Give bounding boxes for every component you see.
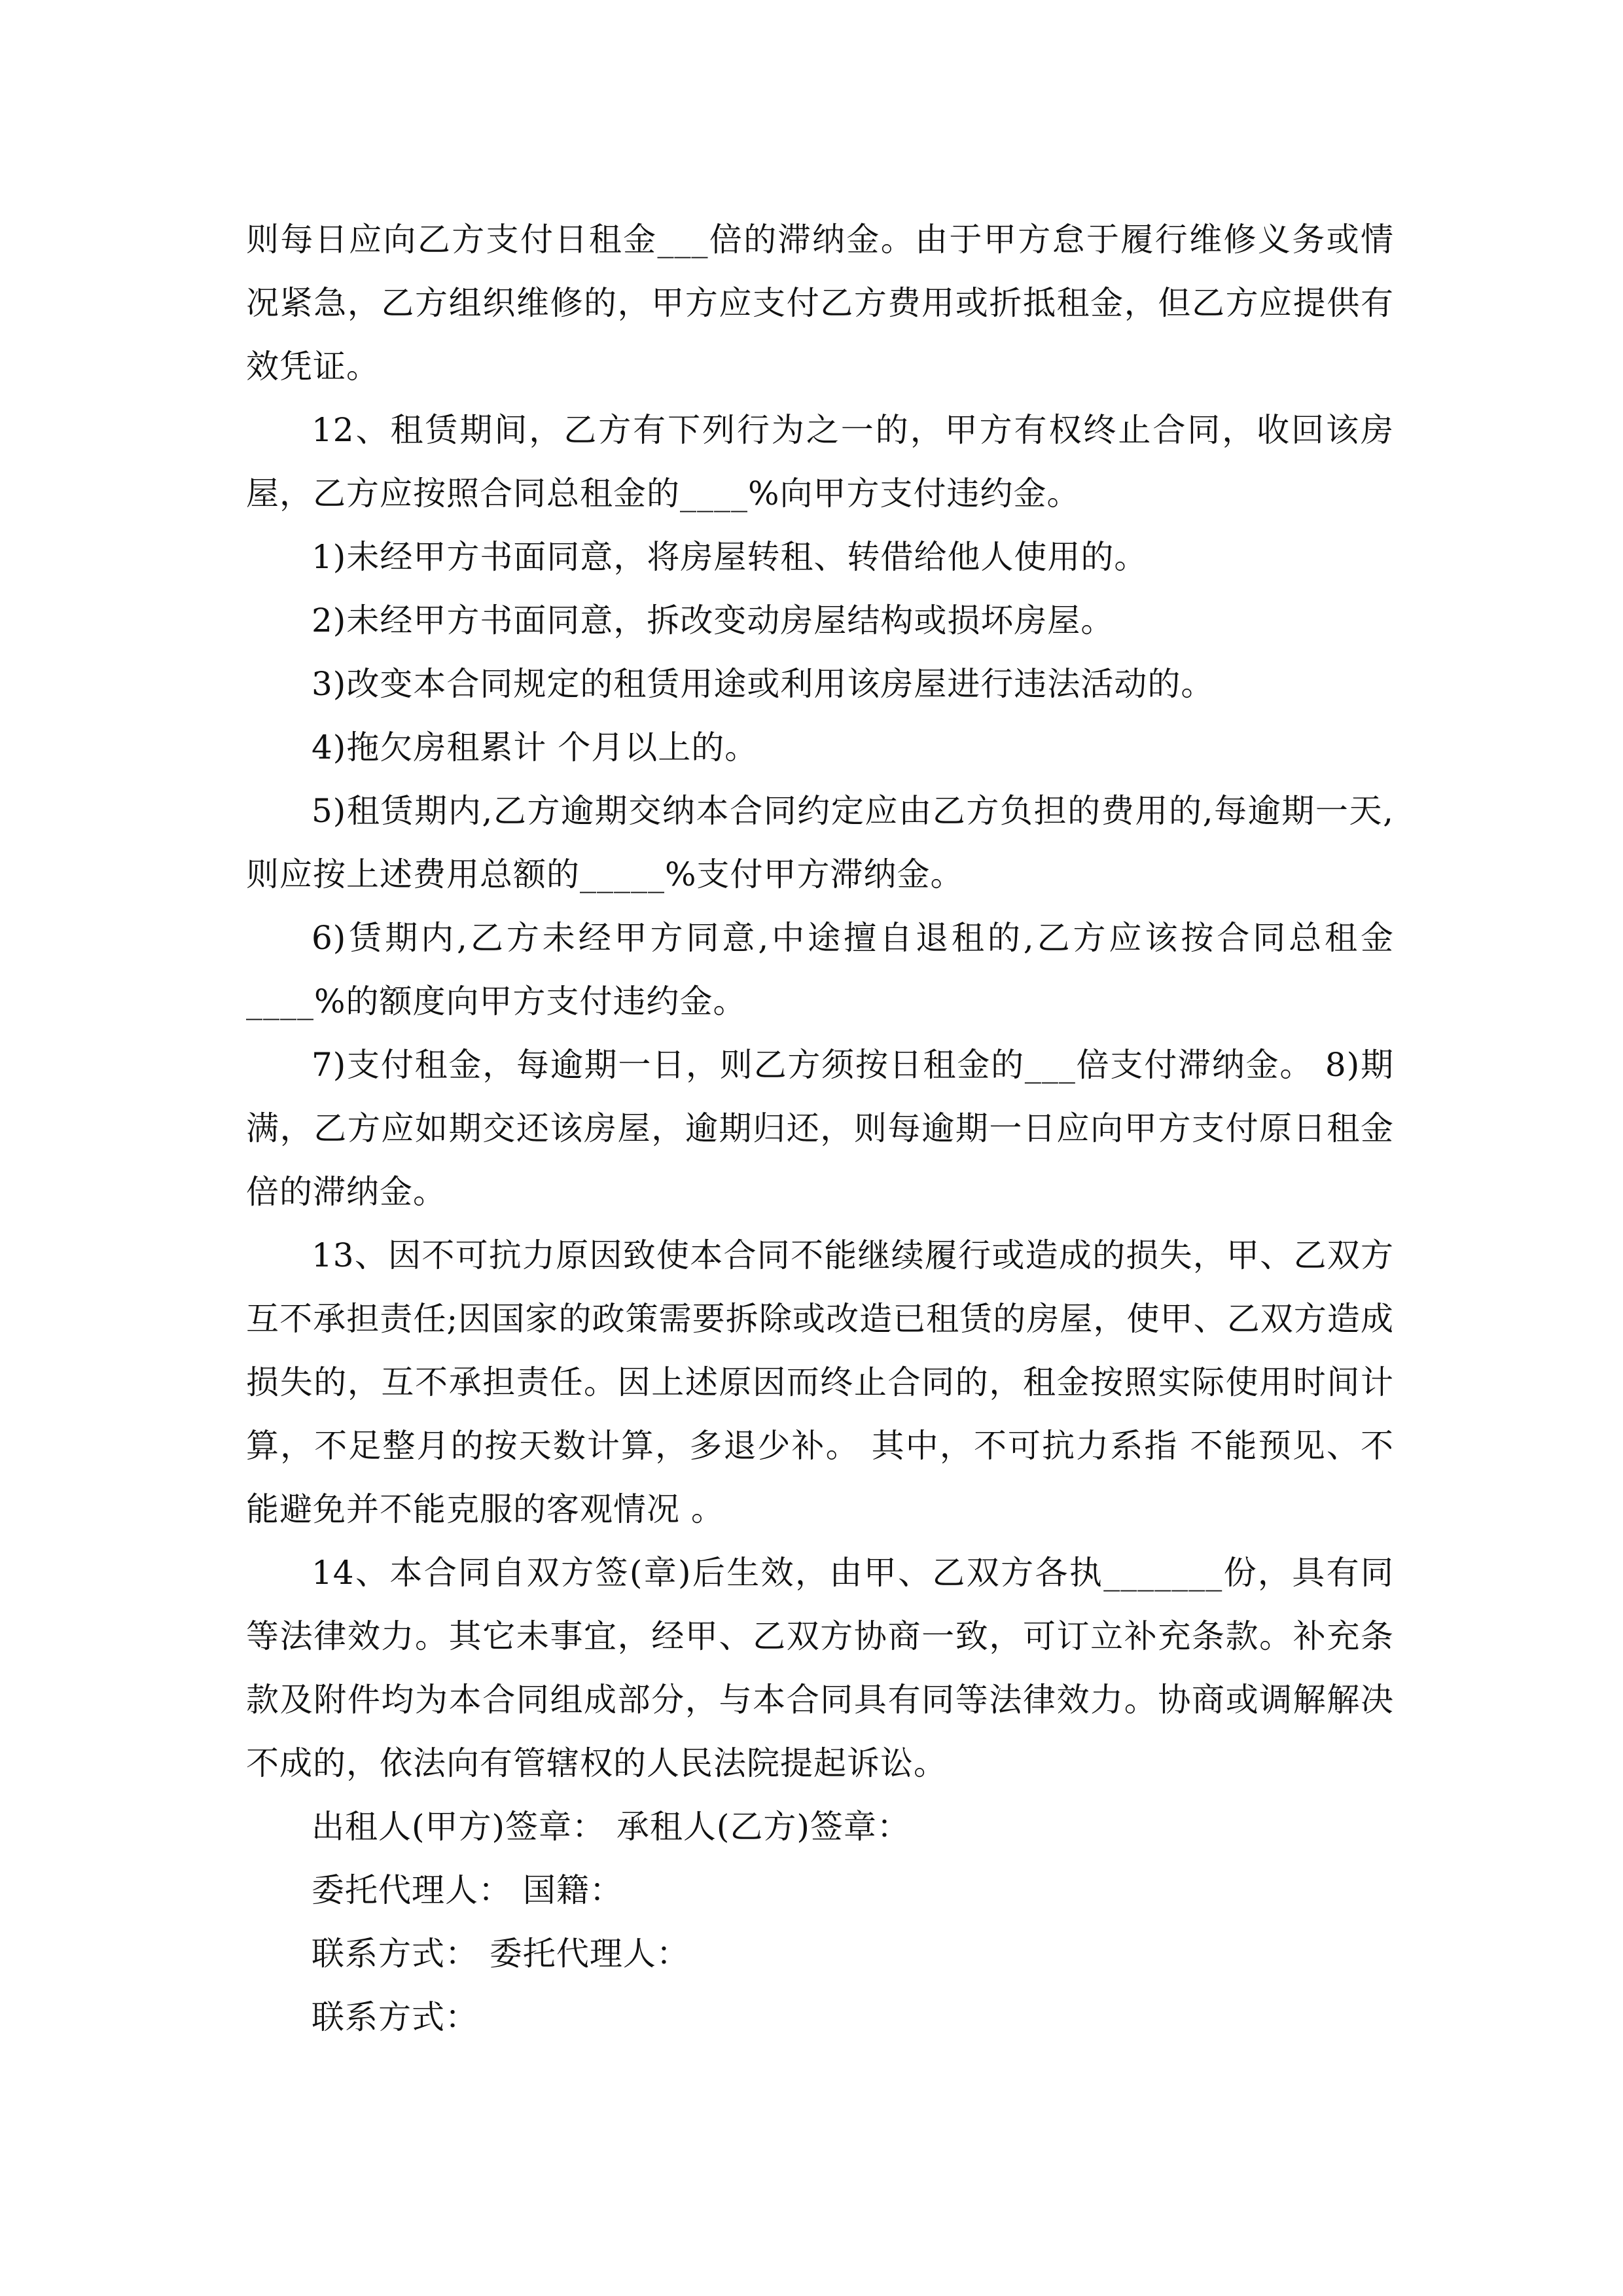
signature-line-contact-2: 联系方式： [312,1998,478,2036]
clause-12-item-5: 5)租赁期内,乙方逾期交纳本合同约定应由乙方负担的费用的,每逾期一天,则应按上述费用总额的_____%支付甲方滞纳金。 [246,792,1394,893]
clause-12-item-4: 4)拖欠房租累计 个月以上的。 [312,728,758,766]
paragraph-continuation: 则每日应向乙方支付日租金___倍的滞纳金。由于甲方怠于履行维修义务或情况紧急，乙方组织维修的，甲方应支付乙方费用或折抵租金，但乙方应提供有效凭证。 [246,221,1394,386]
clause-12-item-6: 6)赁期内,乙方未经甲方同意,中途擅自退租的,乙方应该按合同总租金____%的额度向甲方支付违约金。 [246,919,1394,1020]
signature-line-contact: 联系方式： 委托代理人： [312,1935,690,1973]
clause-13: 13、因不可抗力原因致使本合同不能继续履行或造成的损失，甲、乙双方互不承担责任;因国家的政策需要拆除或改造已租赁的房屋，使甲、乙双方造成损失的，互不承担责任。因上述原因而终止合同的，租金按照实际使用时间计算，不足整月的按天数计算，多退少补。 其中，不可抗力系指 不能预见、不能避免并不能克服的客观情况 。 [246,1236,1394,1528]
signature-line-agent: 委托代理人： 国籍： [312,1871,623,1909]
clause-14: 14、本合同自双方签(章)后生效，由甲、乙双方各执_______份，具有同等法律效力。其它未事宜，经甲、乙双方协商一致，可订立补充条款。补充条款及附件均为本合同组成部分，与本合同具有同等法律效力。协商或调解解决不成的，依法向有管辖权的人民法院提起诉讼。 [246,1554,1394,1782]
clause-12-item-3: 3)改变本合同规定的租赁用途或利用该房屋进行违法活动的。 [312,665,1215,703]
clause-12: 12、租赁期间，乙方有下列行为之一的，甲方有权终止合同，收回该房屋，乙方应按照合同总租金的____%向甲方支付违约金。 [246,411,1394,512]
signature-line-parties: 出租人(甲方)签章： 承租人(乙方)签章： [312,1808,910,1846]
clause-12-item-7: 7)支付租金，每逾期一日，则乙方须按日租金的___倍支付滞纳金。 8)期满，乙方应如期交还该房屋，逾期归还，则每逾期一日应向甲方支付原日租金倍的滞纳金。 [246,1046,1394,1211]
document-body [246,208,1394,2049]
clause-12-item-1: 1)未经甲方书面同意，将房屋转租、转借给他人使用的。 [312,538,1148,576]
clause-12-item-2: 2)未经甲方书面同意，拆改变动房屋结构或损坏房屋。 [312,601,1115,639]
